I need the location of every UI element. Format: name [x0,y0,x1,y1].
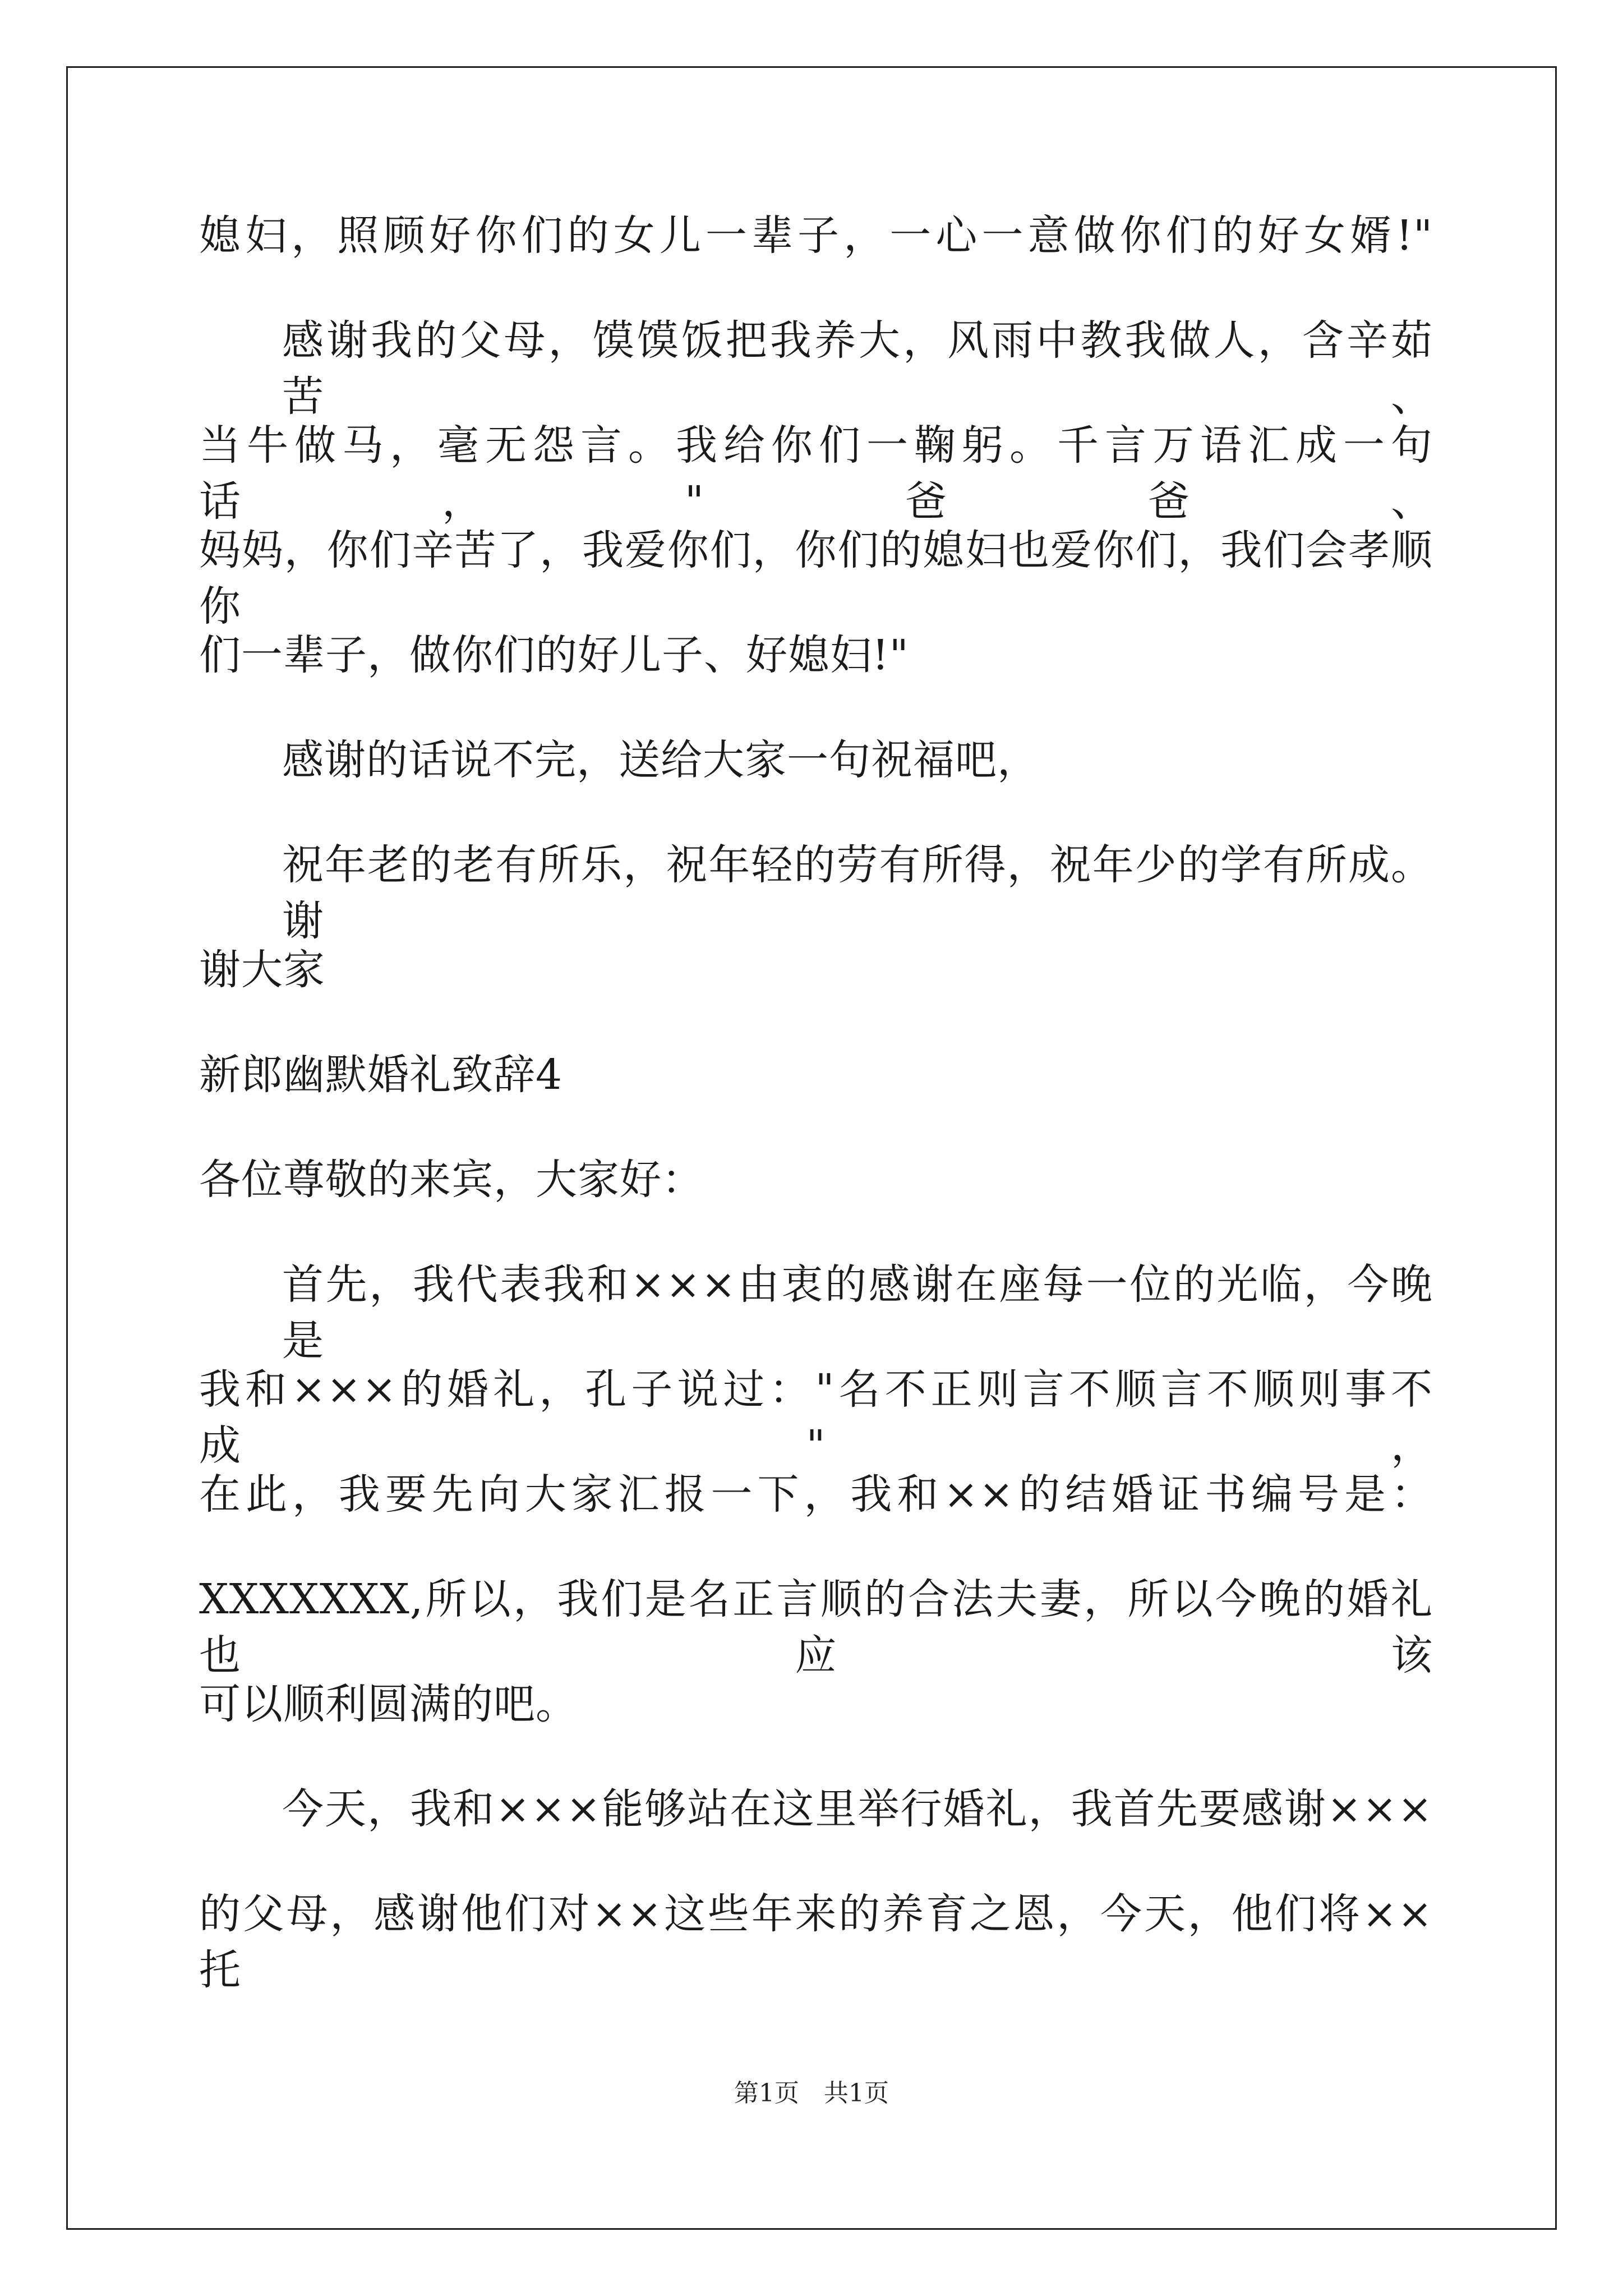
page-number-footer: 第1页 共1页 [734,2079,889,2108]
paragraph-line: 感谢我的父母，馍馍饭把我养大，风雨中教我做人，含辛茹苦、 [282,316,1433,421]
paragraph-line: 妈妈，你们辛苦了，我爱你们，你们的媳妇也爱你们，我们会孝顺你 [199,526,1433,631]
paragraph-line: 的父母，感谢他们对××这些年来的养育之恩，今天，他们将××托 [199,1890,1433,1994]
paragraph-line: 感谢的话说不完，送给大家一句祝福吧， [282,736,1039,784]
paragraph-line: 在此，我要先向大家汇报一下，我和××的结婚证书编号是： [199,1470,1433,1519]
paragraph-line: 谢大家 [199,946,325,994]
paragraph-line: 可以顺利圆满的吧。 [199,1680,578,1728]
paragraph-line: 首先，我代表我和×××由衷的感谢在座每一位的光临，今晚是 [282,1260,1433,1365]
paragraph-line: 们一辈子，做你们的好儿子、好媳妇!" [199,631,909,679]
paragraph-line: XXXXXXX,所以，我们是名正言顺的合法夫妻，所以今晚的婚礼也应该 [199,1575,1433,1680]
paragraph-line: 媳妇，照顾好你们的女儿一辈子，一心一意做你们的好女婿!" [199,211,1433,260]
paragraph-line: 我和×××的婚礼，孔子说过："名不正则言不顺言不顺则事不成"， [199,1365,1433,1470]
section-heading: 新郎幽默婚礼致辞4 [199,1051,563,1099]
paragraph-line: 祝年老的老有所乐，祝年轻的劳有所得，祝年少的学有所成。谢 [282,841,1433,945]
paragraph-line: 各位尊敬的来宾，大家好： [199,1156,704,1204]
paragraph-line: 今天，我和×××能够站在这里举行婚礼，我首先要感谢××× [282,1785,1433,1833]
paragraph-line: 当牛做马，毫无怨言。我给你们一鞠躬。千言万语汇成一句话，"爸爸、 [199,421,1433,526]
